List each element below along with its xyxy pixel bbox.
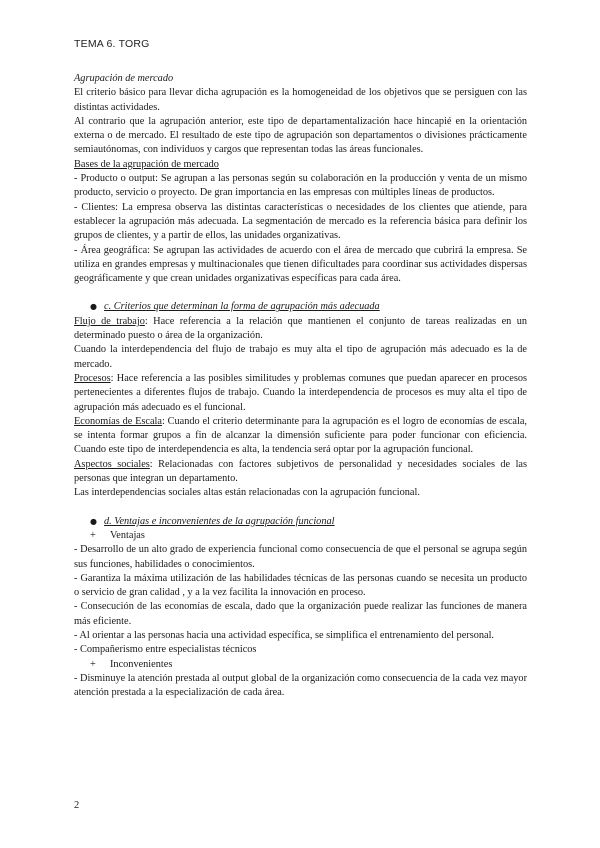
section-heading-text: d. Ventajas e inconvenientes de la agrupación funcional (104, 515, 335, 527)
plus-icon: + (90, 529, 96, 541)
paragraph-procesos (74, 372, 527, 415)
subheading-bases: Bases de la agrupación de mercado (74, 158, 219, 170)
term-label: Procesos (74, 372, 111, 384)
term-label: Economías de Escala (74, 415, 162, 427)
term-text: : Hace referencia a las posibles similitudes y problemas comunes que puedan aparecer en procesos pertenecientes a diferentes flujos de trabajo. Cuando la interdependencia de procesos es muy alta el tipo de agrupación más adecuado es el funcional. (74, 372, 527, 413)
plus-icon: + (90, 658, 96, 670)
bullet-icon: ● (90, 516, 97, 526)
list-item: - Garantiza la máxima utilización de las habilidades técnicas de las personas cuando se necesita un producto o servicio de gran calidad , y a la vez facilita la innovación en proceso. (74, 572, 527, 599)
term-label: Aspectos sociales (74, 458, 150, 470)
subheading-ventajas (90, 529, 527, 543)
section-heading-agrupacion-mercado: Agrupación de mercado (74, 73, 174, 84)
list-item: - Al orientar a las personas hacia una actividad específica, se simplifica el entrenamiento del personal. (74, 629, 495, 641)
paragraph: Al contrario que la agrupación anterior, este tipo de departamentalización hace hincapié en la orientación externa o de mercado. El resultado de este tipo de agrupación son departamentos o divisiones prácticamente semiautónomas, con individuos y cargos que representan todas las áreas funcionales. (74, 115, 527, 156)
subheading-inconvenientes (90, 658, 527, 672)
paragraph-economias (74, 415, 527, 458)
term-label: Flujo de trabajo (74, 315, 145, 327)
paragraph-sociales (74, 458, 527, 487)
term-text: : Relacionadas con factores subjetivos de personalidad y necesidades sociales de las personas que integran un departamento. (74, 458, 528, 485)
list-item: - Área geográfica: Se agrupan las actividades de acuerdo con el área de mercado que cubrirá la empresa. Se utiliza en grandes empresas y multinacionales que tienen dificultades para coordinar sus actividades dispersas geográficamente y que crean unidades organizativas específicas para cada área. (74, 244, 527, 285)
list-item: - Producto o output: Se agrupan a las personas según su colaboración en la producción y venta de un mismo producto, servicio o proyecto. De gran importancia en las empresas con múltiples líneas de productos. (74, 173, 527, 199)
list-item: - Compañerismo entre especialistas técnicos (74, 644, 257, 656)
section-heading-text: c. Criterios que determinan la forma de agrupación más adecuada (104, 301, 380, 313)
paragraph: Cuando la interdependencia del flujo de trabajo es muy alta el tipo de agrupación más adecuado es la de mercado. (74, 344, 527, 370)
paragraph: Las interdependencias sociales altas están relacionadas con la agrupación funcional. (74, 487, 420, 499)
bullet-icon: ● (90, 302, 97, 312)
list-item: - Consecución de las economías de escala, dado que la organización puede realizar las funciones de manera más eficiente. (74, 601, 527, 627)
term-text: : Cuando el criterio determinante para la agrupación es el logro de economías de escala, se intenta formar grupos a fin de alcanzar la dimensión suficiente para poder funcionar con eficiencia. Cuando este tipo de interdependencia es alta, la tendencia será optar por la agrupación funcional. (74, 415, 527, 456)
subheading-text: Ventajas (110, 529, 145, 541)
page-header-title: TEMA 6. TORG (74, 38, 150, 50)
term-text: : Hace referencia a la relación que mantienen el conjunto de tareas realizadas en un determinado puesto o área de la organización. (74, 315, 527, 342)
page-number: 2 (74, 800, 80, 811)
list-item: - Disminuye la atención prestada al output global de la organización como consecuencia de la cada vez mayor atención prestada a la especialización de cada área. (74, 672, 527, 699)
section-heading-criterios (90, 300, 527, 314)
list-item: - Clientes: La empresa observa las distintas características o necesidades de los clientes que atiende, para establecer la agrupación más adecuada. La segmentación de mercado es la referencia básica para definir los grupos de clientes, y a partir de ellos, las unidades organizativas. (74, 201, 527, 242)
list-item: - Desarrollo de un alto grado de experiencia funcional como consecuencia de que el personal se agrupa según sus funciones, habilidades o conocimientos. (74, 544, 527, 570)
document-body (74, 72, 527, 700)
paragraph-flujo (74, 315, 527, 344)
subheading-text: Inconvenientes (110, 658, 173, 670)
paragraph: El criterio básico para llevar dicha agrupación es la homogeneidad de los objetivos que se persiguen con las distintas actividades. (74, 87, 527, 113)
section-heading-ventajas (90, 515, 527, 529)
